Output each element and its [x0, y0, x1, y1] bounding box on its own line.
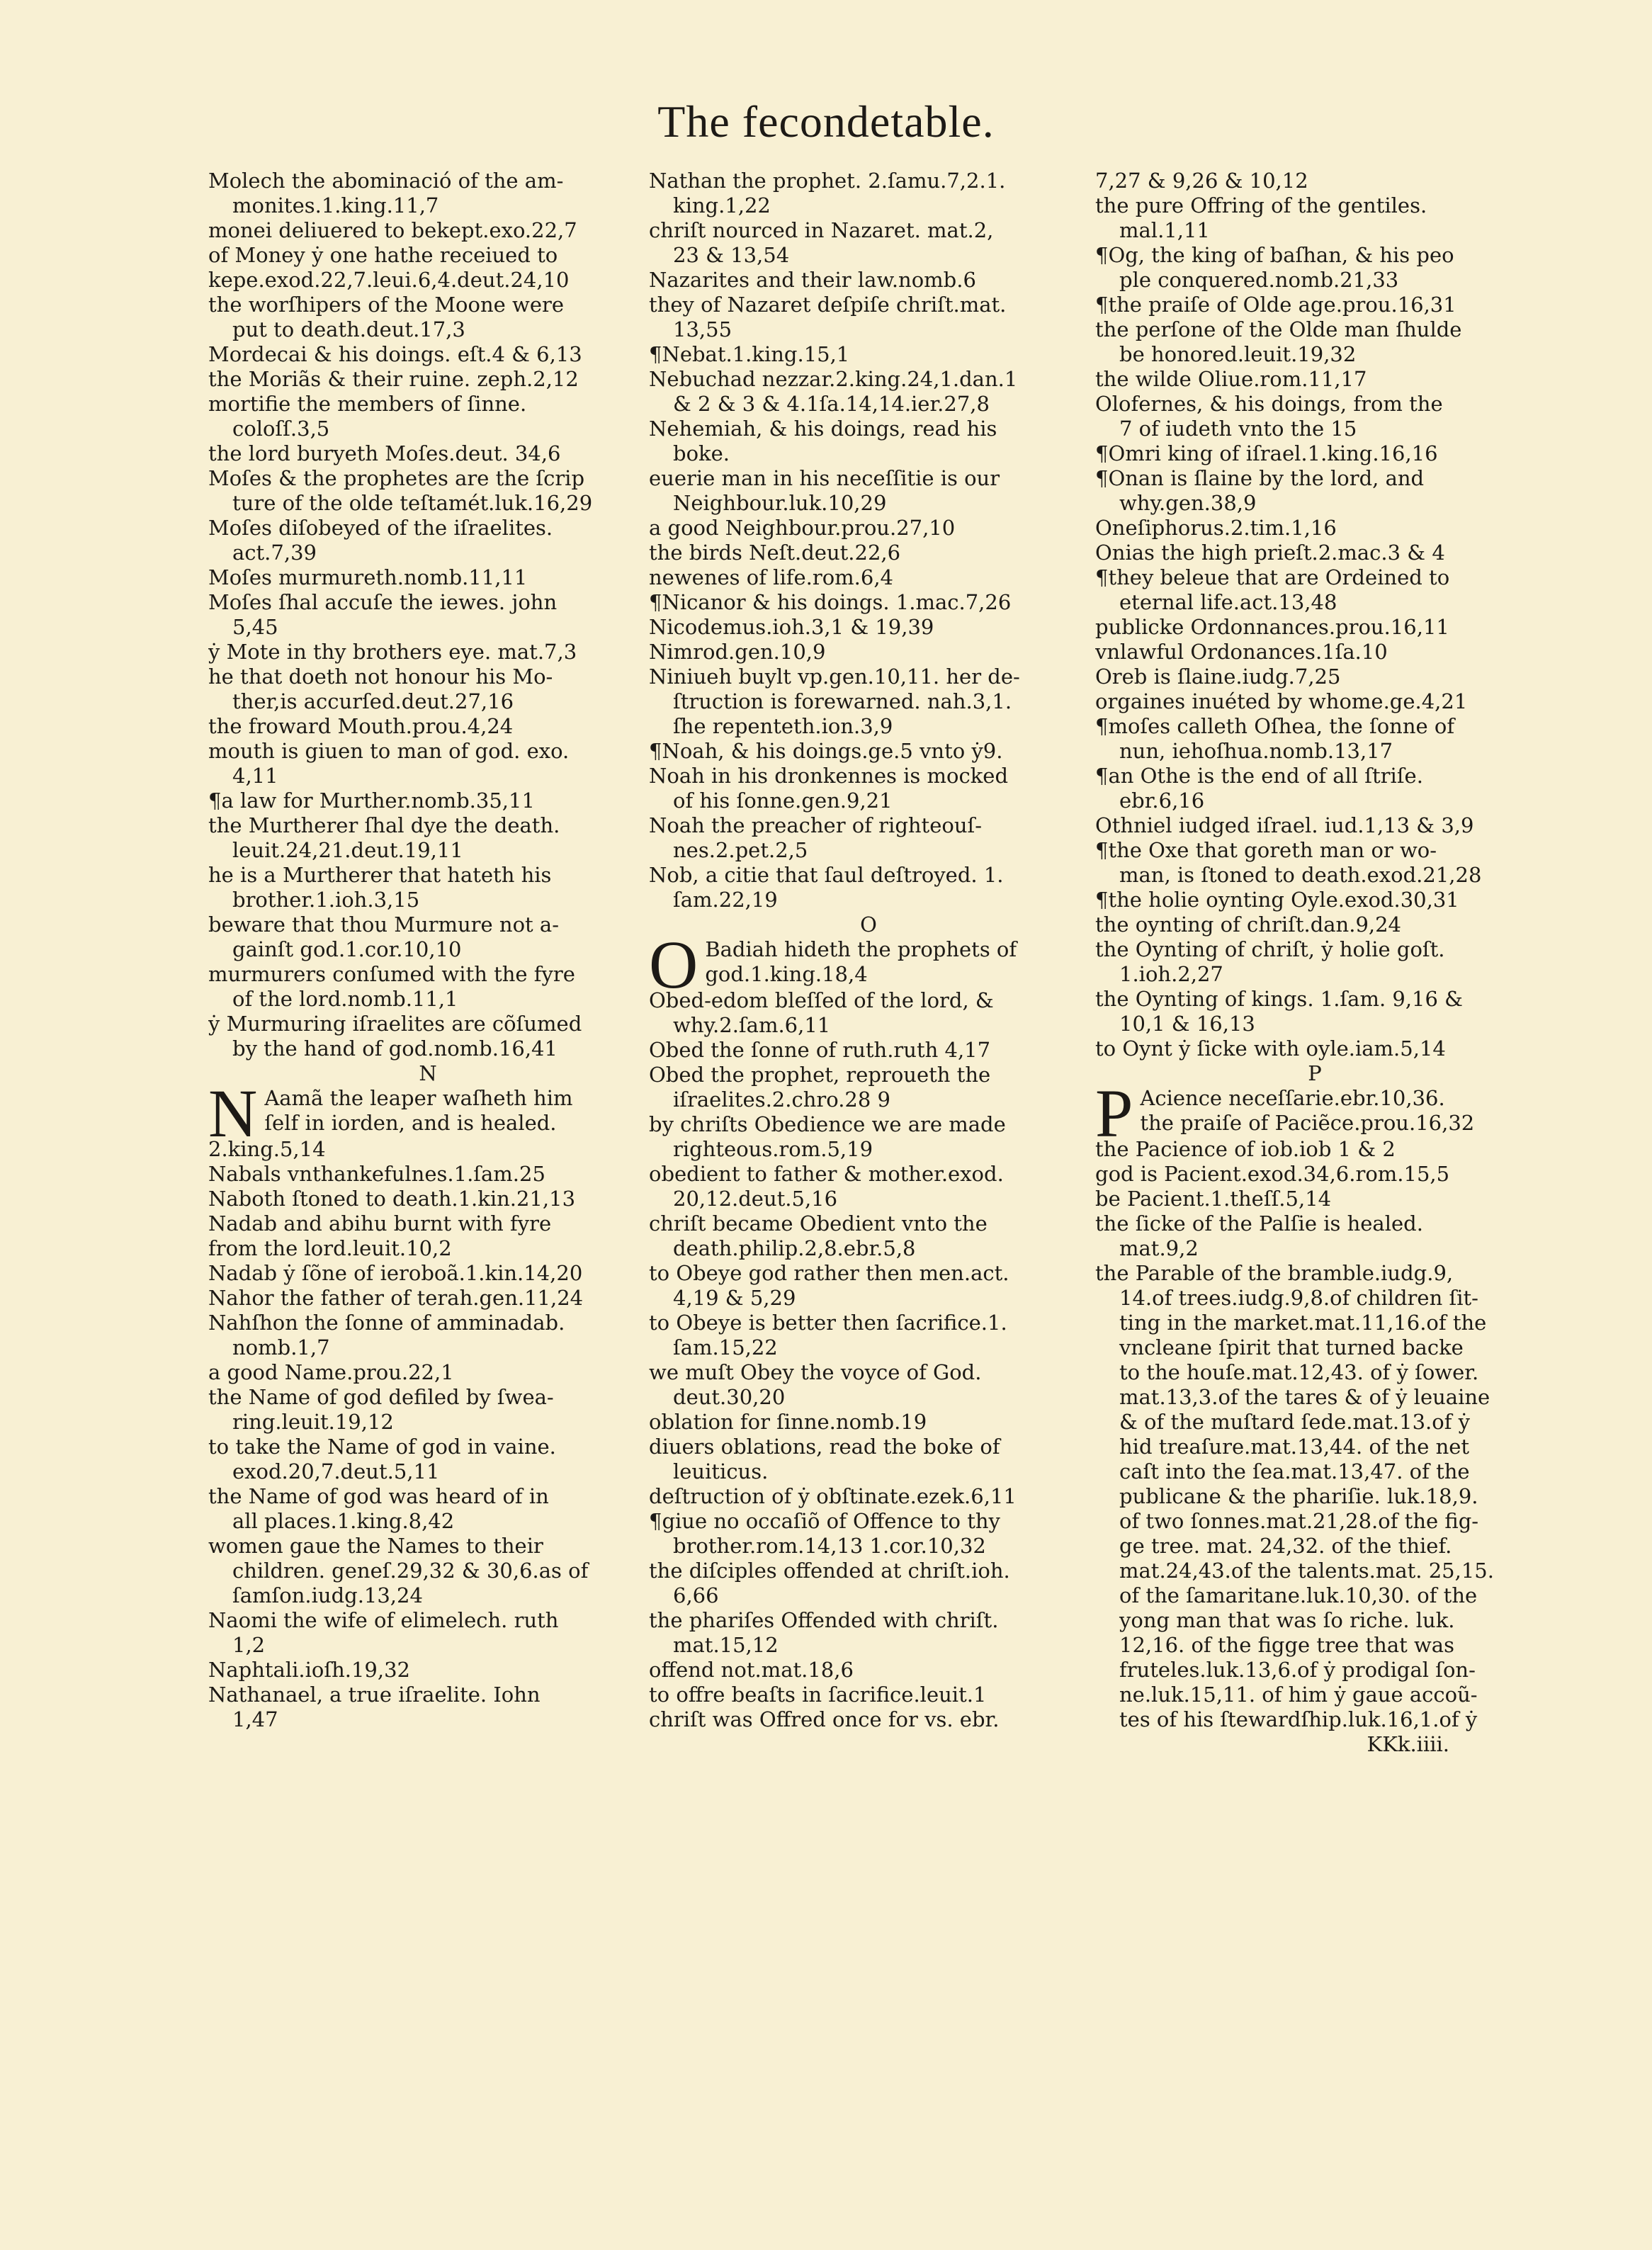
index-line: ther,is accurſed.deut.27,16 [232, 689, 514, 713]
index-line: ſamſon.iudg.13,24 [232, 1583, 423, 1607]
index-line: to Oynt ẏ ſicke with oyle.iam.5,14 [1095, 1036, 1446, 1061]
index-line: offend not.mat.18,6 [649, 1658, 854, 1682]
index-line: Nicodemus.ioh.3,1 & 19,39 [649, 615, 934, 639]
index-line: nes.2.pet.2,5 [673, 838, 808, 862]
index-line: of Money ẏ one hathe receiued to [208, 243, 558, 267]
index-line: 4,11 [232, 764, 278, 788]
index-line: king.1,22 [673, 193, 771, 217]
index-line: the Parable of the bramble.iudg.9, [1095, 1261, 1454, 1285]
index-line: death.philip.2,8.ebr.5,8 [673, 1236, 916, 1260]
column-2 [649, 169, 1088, 1732]
drop-capital: N [208, 1086, 258, 1137]
index-line: Nadab ẏ ſõne of ieroboã.1.kin.14,20 [208, 1261, 583, 1285]
index-line: caſt into the ſea.mat.13,47. of the [1119, 1459, 1470, 1483]
index-line: the oynting of chriſt.dan.9,24 [1095, 912, 1402, 937]
index-line: Neighbour.luk.10,29 [673, 491, 887, 515]
index-line: ¶moſes calleth Oſhea, the ſonne of [1095, 714, 1455, 738]
index-line: we muſt Obey the voyce of God. [649, 1360, 982, 1384]
index-line: ¶Onan is ſlaine by the lord, and [1095, 466, 1425, 490]
index-line: the Moriãs & their ruine. zeph.2,12 [208, 367, 579, 391]
index-line: ẏ Murmuring iſraelites are cõſumed [208, 1012, 582, 1036]
index-line: chriſt became Obedient vnto the [649, 1211, 988, 1236]
index-line: Naphtali.ioſh.19,32 [208, 1658, 411, 1682]
index-line: the Pacience of iob.iob 1 & 2 [1095, 1137, 1396, 1161]
index-line: ¶Nebat.1.king.15,1 [649, 342, 850, 366]
index-line: the birds Neſt.deut.22,6 [649, 541, 901, 565]
index-line: children. geneſ.29,32 & 30,6.as of [232, 1559, 589, 1583]
index-line: Nahſhon the ſonne of amminadab. [208, 1311, 565, 1335]
index-line: Badiah hideth the prophets of [705, 937, 1017, 961]
column-3 [1095, 169, 1534, 1757]
index-line: 14.of trees.iudg.9,8.of children ſit- [1119, 1286, 1478, 1310]
index-line: orgaines inuéted by whome.ge.4,21 [1095, 689, 1468, 713]
index-line: he is a Murtherer that hateth his [208, 863, 552, 887]
index-line: of his ſonne.gen.9,21 [673, 788, 893, 813]
index-line: 1,2 [232, 1633, 266, 1657]
section-letter: N [419, 1061, 437, 1085]
signature-mark: KKk.iiii. [1367, 1732, 1449, 1756]
index-line: 1,47 [232, 1707, 278, 1731]
index-line: Naboth ſtoned to death.1.kin.21,13 [208, 1187, 576, 1211]
index-line: publicke Ordonnances.prou.16,11 [1095, 615, 1449, 639]
index-line: publicane & the phariſie. luk.18,9. [1119, 1484, 1478, 1508]
index-line: to offre beaſts in ſacrifice.leuit.1 [649, 1683, 987, 1707]
index-line: yong man that was ſo riche. luk. [1119, 1608, 1455, 1632]
index-line: nomb.1,7 [232, 1335, 330, 1359]
index-line: exod.20,7.deut.5,11 [232, 1459, 440, 1483]
index-line: Nob, a citie that ſaul deſtroyed. 1. [649, 863, 1004, 887]
index-line: the lord buryeth Moſes.deut. 34,6 [208, 441, 561, 465]
index-line: mat.9,2 [1119, 1236, 1199, 1260]
index-line: ſam.15,22 [673, 1335, 778, 1359]
index-line: mortifie the members of ſinne. [208, 392, 527, 416]
index-line: deſtruction of ẏ obſtinate.ezek.6,11 [649, 1484, 1017, 1508]
index-line: ture of the olde teſtamét.luk.16,29 [232, 491, 593, 515]
drop-capital: O [649, 937, 698, 988]
index-line: Acience neceſſarie.ebr.10,36. [1140, 1086, 1445, 1110]
index-line: the phariſes Offended with chriſt. [649, 1608, 999, 1632]
index-line: the Name of god was heard of in [208, 1484, 549, 1508]
index-line: why.2.ſam.6,11 [673, 1013, 831, 1037]
index-line: diuers oblations, read the boke of [649, 1435, 1000, 1459]
index-line: women gaue the Names to their [208, 1534, 543, 1558]
index-line: euerie man in his neceſſitie is our [649, 466, 1000, 490]
index-line: Olofernes, & his doings, from the [1095, 392, 1443, 416]
index-line: ple conquered.nomb.21,33 [1119, 268, 1399, 292]
index-line: & 2 & 3 & 4.1ſa.14,14.ier.27,8 [673, 392, 990, 416]
index-line: ¶the Oxe that goreth man or wo- [1095, 838, 1437, 862]
index-line: ¶the holie oynting Oyle.exod.30,31 [1095, 888, 1459, 912]
index-line: god.1.king.18,4 [705, 962, 868, 986]
index-line: from the lord.leuit.10,2 [208, 1236, 452, 1260]
index-line: gainſt god.1.cor.10,10 [232, 937, 462, 961]
index-line: oblation for ſinne.nomb.19 [649, 1410, 927, 1434]
index-line: 6,66 [673, 1583, 719, 1607]
index-line: Nimrod.gen.10,9 [649, 640, 826, 664]
index-line: 13,55 [673, 317, 732, 341]
index-line: by the hand of god.nomb.16,41 [232, 1036, 558, 1061]
index-line: 7,27 & 9,26 & 10,12 [1095, 169, 1308, 193]
index-line: a good Neighbour.prou.27,10 [649, 516, 956, 540]
index-line: ebr.6,16 [1119, 788, 1205, 813]
index-line: the diſciples offended at chriſt.ioh. [649, 1559, 1010, 1583]
index-line: to Obeye is better then ſacrifice.1. [649, 1311, 1007, 1335]
index-line: the praiſe of Paciẽce.prou.16,32 [1140, 1111, 1475, 1135]
index-line: leuiticus. [673, 1459, 769, 1483]
index-line: by chriſts Obedience we are made [649, 1112, 1006, 1136]
index-line: ge tree. mat. 24,32. of the thief. [1119, 1534, 1452, 1558]
index-line: Oneſiphorus.2.tim.1,16 [1095, 516, 1337, 540]
index-line: Moſes ſhal accuſe the iewes. john [208, 590, 558, 614]
index-line: the perſone of the Olde man ſhulde [1095, 317, 1462, 341]
index-line: Obed the ſonne of ruth.ruth 4,17 [649, 1038, 991, 1062]
index-line: the wilde Oliue.rom.11,17 [1095, 367, 1367, 391]
index-line: ¶Nicanor & his doings. 1.mac.7,26 [649, 590, 1012, 614]
index-line: Niniueh buylt vp.gen.10,11. her de- [649, 665, 1020, 689]
index-line: mat.13,3.of the tares & of ẏ leuaine [1119, 1385, 1490, 1409]
index-line: tes of his ſtewardſhip.luk.16,1.of ẏ [1119, 1707, 1478, 1731]
index-line: of the lord.nomb.11,1 [232, 987, 458, 1011]
drop-cap-entry [1095, 1086, 1534, 1137]
index-line: ring.leuit.19,12 [232, 1410, 394, 1434]
index-line: Mordecai & his doings. eſt.4 & 6,13 [208, 342, 582, 366]
index-line: ¶giue no occaſiõ of Offence to thy [649, 1509, 1000, 1533]
index-line: mouth is giuen to man of god. exo. [208, 739, 570, 763]
index-line: Naomi the wife of elimelech. ruth [208, 1608, 559, 1632]
index-line: leuit.24,21.deut.19,11 [232, 838, 463, 862]
index-line: the pure Offring of the gentiles. [1095, 193, 1427, 217]
index-line: monei deliuered to bekept.exo.22,7 [208, 218, 577, 242]
index-line: vnlawful Ordonances.1ſa.10 [1095, 640, 1388, 664]
index-line: be Pacient.1.theſſ.5,14 [1095, 1187, 1332, 1211]
index-line: the worſhipers of the Moone were [208, 293, 565, 317]
index-line: the Oynting of kings. 1.ſam. 9,16 & [1095, 987, 1463, 1011]
index-line: Nebuchad nezzar.2.king.24,1.dan.1 [649, 367, 1018, 391]
index-line: murmurers conſumed with the fyre [208, 962, 575, 986]
index-line: the Name of god defiled by ſwea- [208, 1385, 554, 1409]
index-line: Obed-edom bleſſed of the lord, & [649, 988, 994, 1012]
drop-cap-entry [649, 937, 1088, 988]
index-line: Moſes diſobeyed of the iſraelites. [208, 516, 553, 540]
index-line: Oreb is ſlaine.iudg.7,25 [1095, 665, 1341, 689]
index-line: be honored.leuit.19,32 [1119, 342, 1357, 366]
index-line: of the ſamaritane.luk.10,30. of the [1119, 1583, 1478, 1607]
index-line: chriſt nourced in Nazaret. mat.2, [649, 218, 994, 242]
index-line: Nehemiah, & his doings, read his [649, 417, 997, 441]
index-line: ẏ Mote in thy brothers eye. mat.7,3 [208, 640, 577, 664]
index-line: iſraelites.2.chro.28 9 [673, 1087, 890, 1112]
index-line: the ſicke of the Palſie is healed. [1095, 1211, 1423, 1236]
index-line: kepe.exod.22,7.leui.6,4.deut.24,10 [208, 268, 570, 292]
page-title: The fecondetable. [657, 96, 995, 147]
index-line: ſam.22,19 [673, 888, 778, 912]
index-line: Aamã the leaper waſheth him [264, 1086, 573, 1110]
index-line: mat.15,12 [673, 1633, 779, 1657]
index-line: chriſt was Offred once for vs. ebr. [649, 1707, 1000, 1731]
index-line: boke. [673, 441, 730, 465]
index-line: 5,45 [232, 615, 278, 639]
index-line: Nahor the father of terah.gen.11,24 [208, 1286, 584, 1310]
index-line: beware that thou Murmure not a- [208, 912, 560, 937]
index-line: hid treaſure.mat.13,44. of the net [1119, 1435, 1470, 1459]
index-line: monites.1.king.11,7 [232, 193, 439, 217]
index-line: to take the Name of god in vaine. [208, 1435, 556, 1459]
index-line: why.gen.38,9 [1119, 491, 1257, 515]
index-line: Othniel iudged iſrael. iud.1,13 & 3,9 [1095, 813, 1474, 837]
index-line: coloſſ.3,5 [232, 417, 330, 441]
index-line: Nathan the prophet. 2.ſamu.7,2.1. [649, 169, 1006, 193]
index-line: ne.luk.15,11. of him ẏ gaue accoũ- [1119, 1683, 1478, 1707]
index-line: 1.ioh.2,27 [1119, 962, 1223, 986]
index-line: obedient to father & mother.exod. [649, 1162, 1004, 1186]
index-line: the Oynting of chriſt, ẏ holie goſt. [1095, 937, 1445, 961]
index-line: & of the muſtard ſede.mat.13.of ẏ [1119, 1410, 1471, 1434]
index-line: ¶Og, the king of baſhan, & his peo [1095, 243, 1454, 267]
index-line: god is Pacient.exod.34,6.rom.15,5 [1095, 1162, 1450, 1186]
index-line: he that doeth not honour his Mo- [208, 665, 553, 689]
index-line: Noah in his dronkennes is mocked [649, 764, 1009, 788]
index-line: Nabals vnthankefulnes.1.ſam.25 [208, 1162, 545, 1186]
index-line: of two ſonnes.mat.21,28.of the fig- [1119, 1509, 1479, 1533]
index-line: ¶a law for Murther.nomb.35,11 [208, 788, 535, 813]
index-line: Moſes & the prophetes are the ſcrip [208, 466, 585, 490]
index-line: mat.24,43.of the talents.mat. 25,15. [1119, 1559, 1494, 1583]
index-line: eternal life.act.13,48 [1119, 590, 1337, 614]
index-line: 7 of iudeth vnto the 15 [1119, 417, 1357, 441]
index-line: to the houſe.mat.12,43. of ẏ ſower. [1119, 1360, 1479, 1384]
index-line: put to death.deut.17,3 [232, 317, 465, 341]
index-line: brother.1.ioh.3,15 [232, 888, 420, 912]
index-line: all places.1.king.8,42 [232, 1509, 455, 1533]
drop-capital: P [1095, 1086, 1133, 1137]
index-line: 12,16. of the figge tree that was [1119, 1633, 1454, 1657]
index-line: the Murtherer ſhal dye the death. [208, 813, 560, 837]
index-line: Nadab and abihu burnt with fyre [208, 1211, 552, 1236]
index-line: nun, iehoſhua.nomb.13,17 [1119, 739, 1393, 763]
index-line: newenes of life.rom.6,4 [649, 565, 893, 589]
index-line: ſelf in iorden, and is healed. [264, 1111, 557, 1135]
index-line: Molech the abominació of the am- [208, 169, 564, 193]
index-line: righteous.rom.5,19 [673, 1137, 873, 1161]
index-line: 20,12.deut.5,16 [673, 1187, 838, 1211]
index-line: ¶the praiſe of Olde age.prou.16,31 [1095, 293, 1456, 317]
index-line: they of Nazaret deſpiſe chriſt.mat. [649, 293, 1007, 317]
index-line: deut.30,20 [673, 1385, 786, 1409]
index-line: act.7,39 [232, 541, 317, 565]
column-1 [208, 169, 647, 1732]
index-line: ſhe repenteth.ion.3,9 [673, 714, 893, 738]
index-line: a good Name.prou.22,1 [208, 1360, 454, 1384]
index-line: brother.rom.14,13 1.cor.10,32 [673, 1534, 986, 1558]
section-letter: O [860, 912, 877, 937]
index-line: Obed the prophet, reproueth the [649, 1063, 991, 1087]
index-line: vncleane ſpirit that turned backe [1119, 1335, 1464, 1359]
index-line: mal.1,11 [1119, 218, 1210, 242]
index-line: ¶they beleue that are Ordeined to [1095, 565, 1450, 589]
drop-cap-entry [208, 1086, 647, 1137]
index-line: Onias the high prieſt.2.mac.3 & 4 [1095, 541, 1445, 565]
index-line: 2.king.5,14 [208, 1137, 326, 1161]
index-line: Nazarites and their law.nomb.6 [649, 268, 976, 292]
index-line: Noah the preacher of righteouſ- [649, 813, 983, 837]
index-line: 10,1 & 16,13 [1119, 1012, 1255, 1036]
index-line: ſtruction is forewarned. nah.3,1. [673, 689, 1012, 713]
index-line: the froward Mouth.prou.4,24 [208, 714, 514, 738]
index-line: ¶Omri king of iſrael.1.king.16,16 [1095, 441, 1438, 465]
index-line: 4,19 & 5,29 [673, 1286, 796, 1310]
index-line: ¶an Othe is the end of all ſtriſe. [1095, 764, 1423, 788]
index-line: Moſes murmureth.nomb.11,11 [208, 565, 528, 589]
index-line: man, is ſtoned to death.exod.21,28 [1119, 863, 1482, 887]
index-line: fruteles.luk.13,6.of ẏ prodigal ſon- [1119, 1658, 1476, 1682]
index-line: 23 & 13,54 [673, 243, 790, 267]
index-line: ting in the market.mat.11,16.of the [1119, 1311, 1487, 1335]
index-line: to Obeye god rather then men.act. [649, 1261, 1009, 1285]
index-line: Nathanael, a true iſraelite. Iohn [208, 1683, 541, 1707]
index-line: ¶Noah, & his doings.ge.5 vnto ẏ9. [649, 739, 1003, 763]
section-letter: P [1308, 1061, 1322, 1085]
